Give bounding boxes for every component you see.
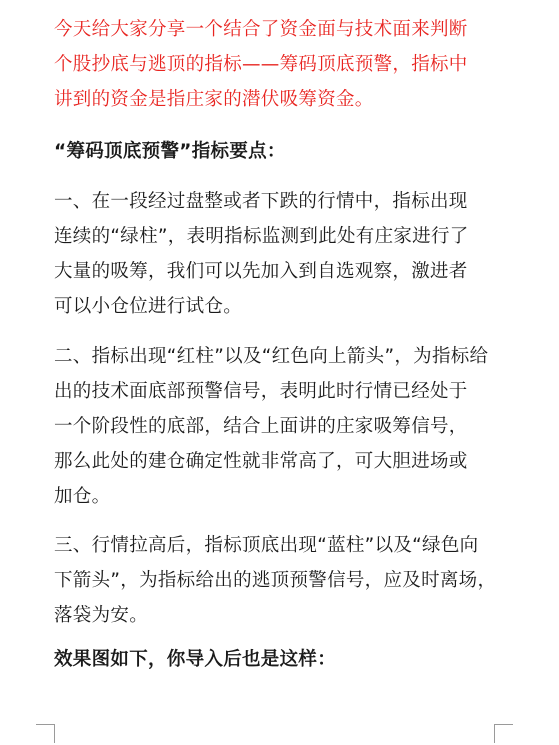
page-corner-mark-right — [494, 724, 513, 743]
page-corner-mark-left — [36, 724, 55, 743]
point-one-line: 可以小仓位进行试仓。 — [54, 296, 243, 317]
point-two-line: 一个阶段性的底部，结合上面讲的庄家吸筹信号， — [54, 416, 468, 437]
point-one-line: 一、在一段经过盘整或者下跌的行情中，指标出现 — [54, 191, 468, 212]
point-three-line: 下箭头”，为指标给出的逃顶预警信号，应及时离场， — [54, 570, 497, 591]
point-two-line: 加仓。 — [54, 486, 111, 507]
point-one-line: 连续的“绿柱”，表明指标监测到此处有庄家进行了 — [54, 226, 469, 247]
result-heading: 效果图如下，你导入后也是这样： — [54, 649, 337, 670]
point-one-paragraph — [54, 184, 506, 324]
point-one-line: 大量的吸筹，我们可以先加入到自选观察，激进者 — [54, 261, 468, 282]
points-heading: “筹码顶底预警”指标要点： — [54, 141, 286, 162]
point-three-paragraph — [54, 528, 506, 633]
intro-line: 个股抄底与逃顶的指标——筹码顶底预警，指标中 — [54, 54, 468, 75]
intro-line: 讲到的资金是指庄家的潜伏吸筹资金。 — [54, 89, 374, 110]
intro-paragraph — [54, 12, 506, 117]
point-two-line: 那么此处的建仓确定性就非常高了，可大胆进场或 — [54, 451, 468, 472]
intro-line: 今天给大家分享一个结合了资金面与技术面来判断 — [54, 19, 468, 40]
point-three-line: 落袋为安。 — [54, 605, 149, 626]
point-two-line: 二、指标出现“红柱”以及“红色向上箭头”，为指标给 — [54, 346, 489, 367]
point-two-paragraph — [54, 339, 506, 514]
point-two-line: 出的技术面底部预警信号，表明此时行情已经处于 — [54, 381, 468, 402]
point-three-line: 三、行情拉高后，指标顶底出现“蓝柱”以及“绿色向 — [54, 535, 479, 556]
